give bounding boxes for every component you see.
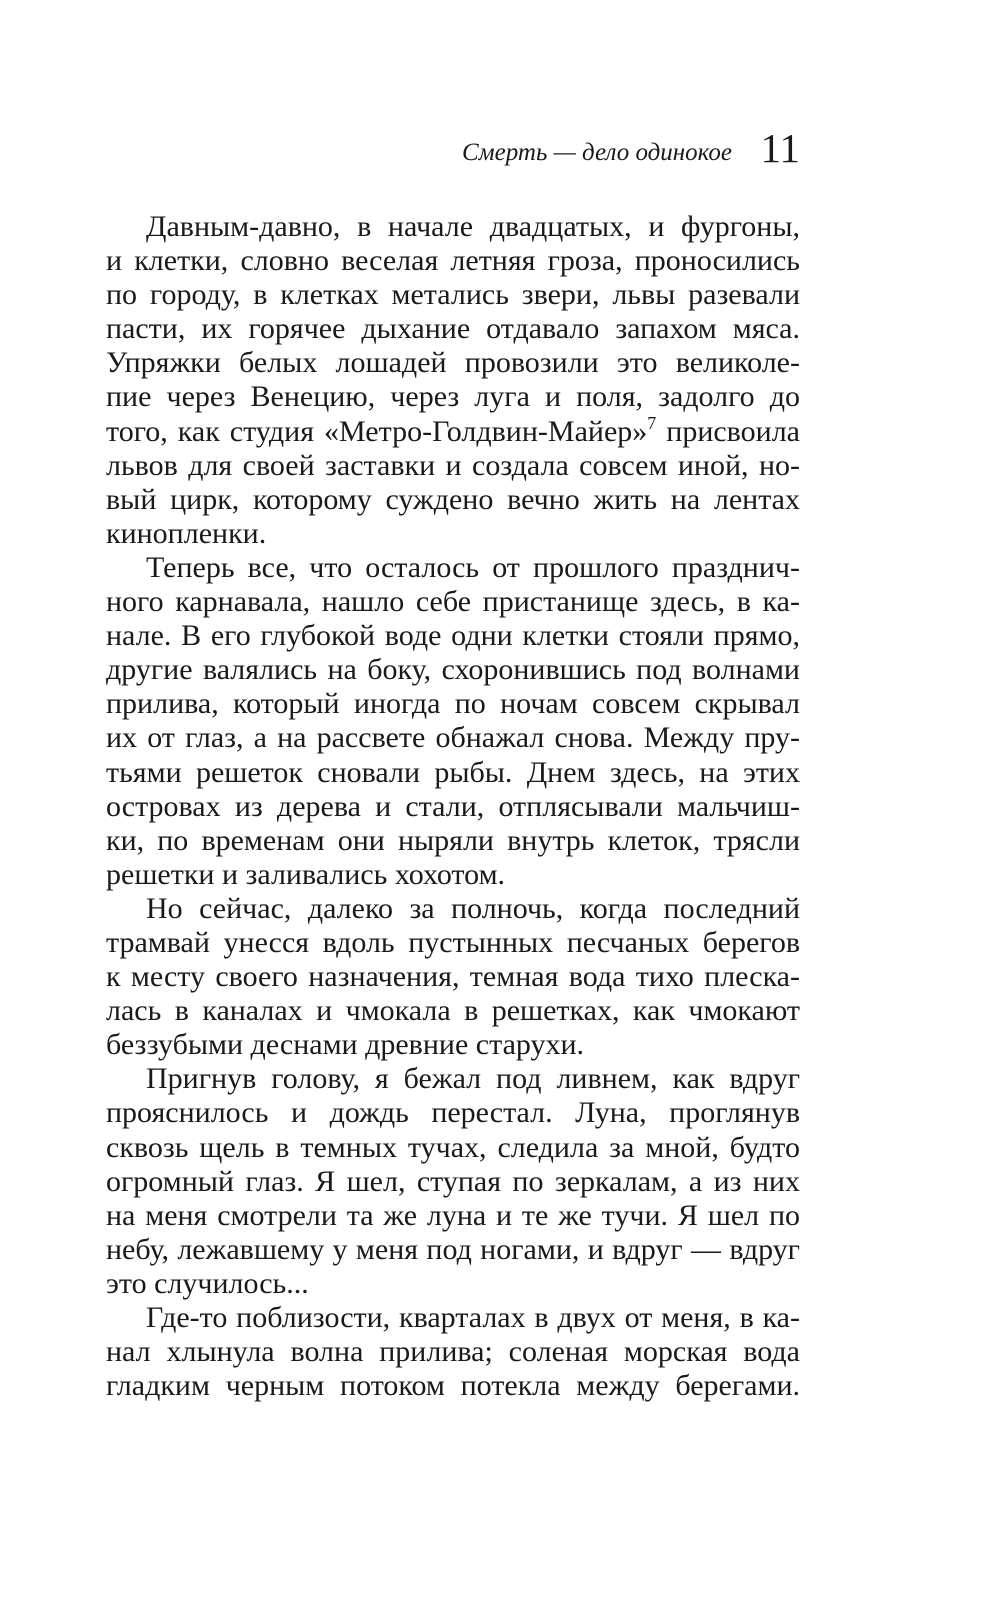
paragraph: [106, 892, 800, 1062]
text-line: Упряжки белых лошадей провозили это великоле-: [106, 346, 800, 380]
body-text: [106, 210, 800, 1403]
text-line: это случилось...: [106, 1266, 309, 1300]
text-line: сквозь щель в темных тучах, следила за мной, будто: [106, 1130, 800, 1164]
paragraph: [106, 551, 800, 892]
page-number: 11: [760, 125, 800, 171]
text-line: прояснилось и дождь перестал. Луна, проглянув: [106, 1096, 800, 1130]
footnote-marker: 7: [647, 412, 657, 433]
text-line: Где-то поблизости, кварталах в двух от меня, в ка-: [146, 1301, 800, 1334]
text-line: пасти, их горячее дыхание отдавало запахом мяса.: [106, 312, 800, 346]
text-line: небу, лежавшему у меня под ногами, и вдруг — вдруг: [106, 1232, 800, 1266]
text-line: островах из дерева и стали, отплясывали мальчиш-: [106, 789, 800, 823]
text-line: львов для своей заставки и создала совсем иной, но-: [106, 448, 800, 482]
text-line: Теперь все, что осталось от прошлого празднич-: [146, 550, 800, 584]
text-line: того, как студия «Метро-Голдвин-Майер»: [106, 414, 648, 448]
text-line: кинопленки.: [106, 516, 267, 550]
paragraph: [106, 210, 800, 551]
text-line: вый цирк, которому суждено вечно жить на лентах: [106, 482, 800, 516]
paragraph: [106, 1301, 800, 1403]
text-line-continuation: присвоила: [656, 414, 800, 448]
text-line: Давным-давно, в начале двадцатых, и фургоны,: [146, 210, 800, 243]
text-line: по городу, в клетках метались звери, львы разевали: [106, 278, 800, 312]
text-line: трамвай унесся вдоль пустынных песчаных берегов: [106, 925, 800, 959]
text-line: нале. В его глубокой воде одни клетки стояли прямо,: [106, 619, 800, 653]
text-line: ки, по временам они ныряли внутрь клеток, трясли: [106, 823, 800, 857]
text-line: беззубыми деснами древние старухи.: [106, 1028, 585, 1062]
text-line: их от глаз, а на рассвете обнажал снова. Между пру-: [106, 721, 800, 755]
text-line: нал хлынула волна прилива; соленая морская вода: [106, 1335, 800, 1369]
running-title: Смерть — дело одинокое: [462, 139, 732, 166]
text-line: другие валялись на боку, схоронившись под волнами: [106, 653, 800, 687]
text-line: ного карнавала, нашло себе пристанище здесь, в ка-: [106, 585, 800, 619]
paragraph: [106, 1062, 800, 1301]
text-line: Пригнув голову, я бежал под ливнем, как вдруг: [146, 1062, 800, 1096]
text-line: на меня смотрели та же луна и те же тучи. Я шел по: [106, 1198, 800, 1232]
text-line: и клетки, словно веселая летняя гроза, проносились: [106, 244, 800, 278]
text-line: к месту своего назначения, темная вода тихо плеска-: [106, 960, 800, 994]
running-head: [105, 124, 800, 184]
text-line: лась в каналах и чмокала в решетках, как чмокают: [106, 994, 800, 1028]
text-line: прилива, который иногда по ночам совсем скрывал: [106, 687, 800, 721]
text-line: гладким черным потоком потекла между берегами.: [106, 1369, 800, 1403]
text-line: Но сейчас, далеко за полночь, когда последний: [146, 891, 800, 925]
text-line-with-footnote: [106, 412, 800, 449]
text-line: огромный глаз. Я шел, ступая по зеркалам, а из них: [106, 1164, 800, 1198]
text-line: пие через Венецию, через луга и поля, задолго до: [106, 380, 800, 414]
text-line: тьями решеток сновали рыбы. Днем здесь, на этих: [106, 755, 800, 789]
text-line: решетки и заливались хохотом.: [106, 857, 506, 891]
